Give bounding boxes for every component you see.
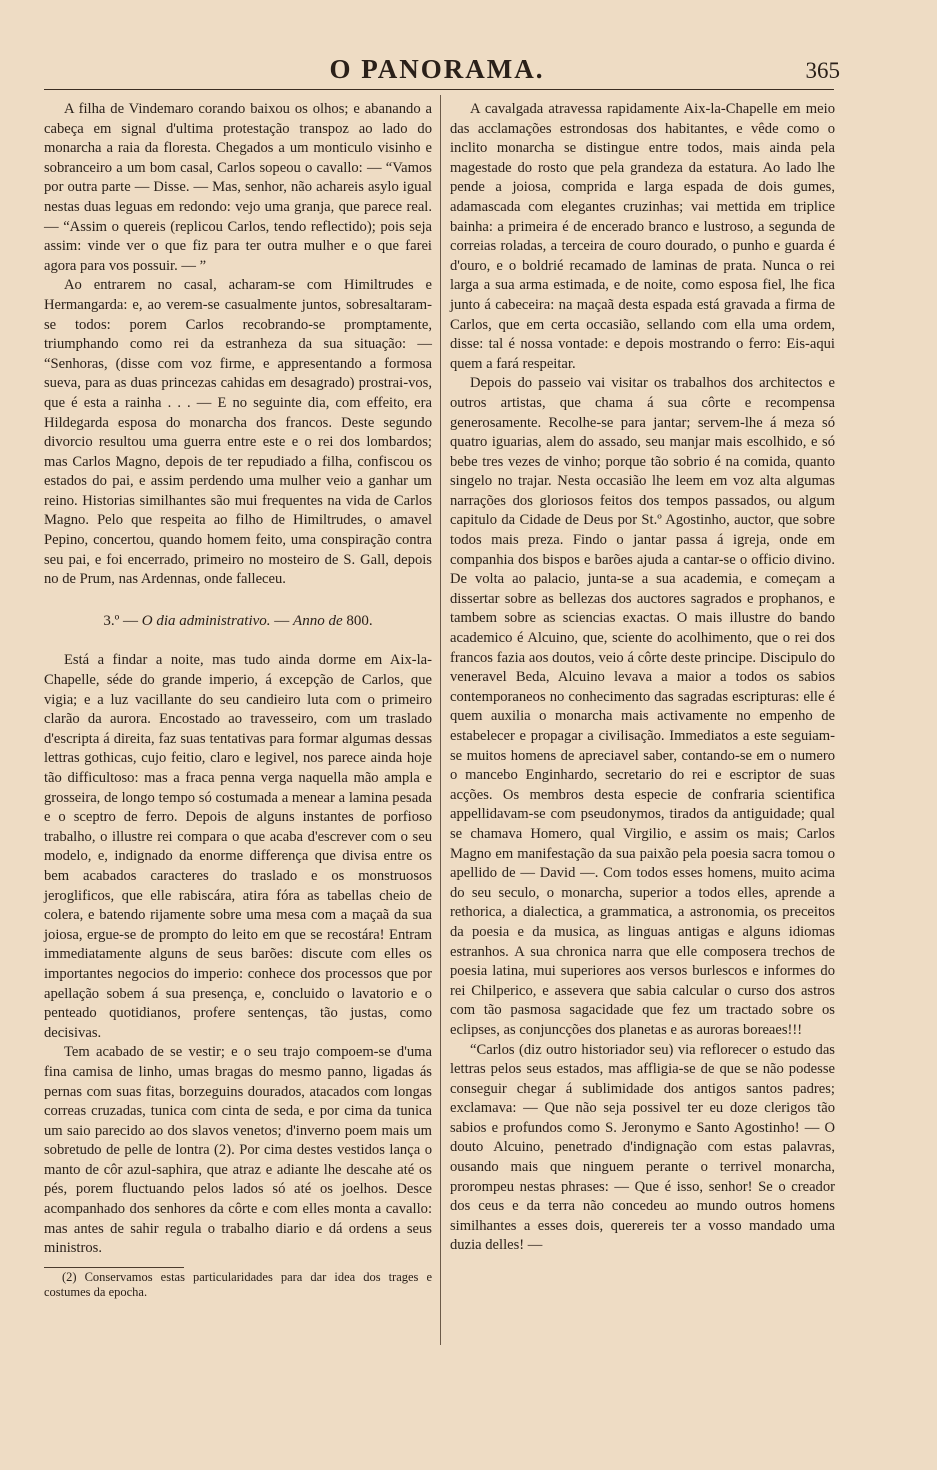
- right-column: [450, 100, 835, 1256]
- page-number: 365: [805, 58, 840, 83]
- section-number: 3.º —: [103, 612, 139, 629]
- paragraph: A filha de Vindemaro corando baixou os olhos; e abanando a cabeça em signal d'ultima protestação transpoz ao lado do monarcha a raia da floresta. Chegados a um monticulo visinho e sobranceiro a um bom casal, Carlos sopeou o cavallo: — “Vamos por outra parte — Disse. — Mas, senhor, não achareis asylo igual nestas duas leguas em redondo: vejo uma granja, que parece real. — “Assim o quereis (replicou Carlos, tendo reflectido); pois seja assim: vinde ver o que fiz para ter outra mulher e o que farei agora para vos possuir. — ”: [44, 101, 432, 274]
- section-dash: —: [274, 612, 290, 629]
- section-title: O dia administrativo.: [141, 612, 271, 629]
- section-year-label: Anno de: [293, 612, 343, 629]
- paragraph: Está a findar a noite, mas tudo ainda dorme em Aix-la-Chapelle, séde do grande imperio, á excepção de Carlos, que vigia; e a luz vacillante do seu candieiro luta com o primeiro clarão da aurora. Encostado ao travesseiro, com um traslado d'escripta á direita, faz suas tentativas para formar algumas dessas lettras gothicas, cujo feitio, claro e legivel, nos parece ainda hoje tão difficultoso: mas a fraca penna verga naquella mão ampla e grosseira, de longo tempo só costumada a menear a lamina pesada e o sceptro de ferro. Depois de alguns instantes de porfioso trabalho, o illustre rei compara o que acaba d'escrever com o seu modelo, e, indignado da enorme differença que divisa entre os bem acabados caracteres do traslado e os monstruosos jeroglificos, que elle rabiscára, atira fóra as tabellas cheio de colera, e batendo rijamente sobre uma mesa com a maçaã da sua joiosa, ergue-se de prompto do leito em que se recostára! Entram immediatamente alguns de seus barões: discute com elles os importantes negocios do imperio: conhece dos processos que por apellação sobem á sua presença, e, concluido o lavatorio e o penteado quotidianos, profere sentenças, tão justas, como decisivas.: [44, 652, 432, 1041]
- page-title: O PANORAMA.: [329, 54, 545, 84]
- paragraph: A cavalgada atravessa rapidamente Aix-la-Chapelle em meio das acclamações estrondosas dos habitantes, e vêde como o inclito monarcha se distingue entre todos, mais ainda pela magestade do rosto que pela grandeza da estatura. Ao lado lhe pende a joiosa, comprida e larga espada de dois gumes, adamascada com elegantes cruzinhas; vai mettida em triplice bainha: a primeira é de encerado branco e lustroso, a segunda de correias roladas, a terceira de couro dourado, o punho e guarda é d'ouro, e o boldrié recamado de laminas de prata. Nunca o rei larga a sua arma estimada, e de noite, como esposa fiel, lhe fica junto á cabeceira: na maçaã desta espada está gravada a firma de Carlos, que em certa occasião, sellando com ella uma ordem, disse: tal é nossa vontade: e depois mostrando o ferro: Eis-aqui quem a fará respeitar.: [450, 101, 835, 372]
- paragraph: Ao entrarem no casal, acharam-se com Himiltrudes e Hermangarda: e, ao verem-se casualmente juntos, sobresaltaram-se todos: porem Carlos recobrando-se promptamente, triumphando como rei da estranheza da sua situação: — “Senhoras, (disse com voz firme, e appresentando a formosa sueva, para as duas princezas cahidas em desagrado) prostrai-vos, que é esta a rainha . . . — E no seguinte dia, com effeito, era Hildegarda esposa do monarcha dos francos. Deste segundo divorcio resultou uma guerra entre este e o rei dos lombardos; mas Carlos Magno, depois de ter repudiado a filha, confiscou os estados do pai, e assim perdendo uma mulher veio a ganhar um reino. Historias similhantes são mui frequentes na vida de Carlos Magno. Pelo que respeita ao filho de Himiltrudes, o amavel Pepino, concertou, quando homem feito, uma conspiração contra seu pai, e foi encerrado, primeiro no mosteiro de S. Gall, depois no de Prum, nas Ardennas, onde falleceu.: [44, 277, 432, 588]
- section-heading: [44, 612, 432, 632]
- footnote: (2) Conservamos estas particularidades para dar idea dos trages e costumes da epocha.: [44, 1269, 432, 1299]
- paragraph: Depois do passeio vai visitar os trabalhos dos architectos e outros artistas, que chama á sua côrte e recompensa generosamente. Recolhe-se para jantar; servem-lhe á meza só quatro iguarias, alem do assado, seu manjar mais escolhido, e só bebe tres vezes de vinho; porque tão sobrio é na comida, quanto singelo no trajar. Nesta occasião lhe leem em voz alta algumas narrações dos gloriosos feitos dos tempos passados, ou algum capitulo da Cidade de Deus por St.º Agostinho, auctor, que sobre todos mais preza. Findo o jantar passa á igreja, onde em companhia dos bispos e barões ajuda a cantar-se o officio divino. De volta ao palacio, junta-se a sua academia, e começam a dissertar sobre as bellezas dos auctores sagrados e prophanos, e tambem sobre as sciencias exactas. O mais illustre do bando academico é Alcuino, que, sciente do acolhimento, que o rei dos francos fazia aos doutos, veio á côrte deste principe. Discipulo do veneravel Beda, Alcuino levava a maior a todos os sabios contemporaneos no conhecimento das sagradas escripturas: elle é quem auxilia o monarcha mais activamente no empenho de estabelecer e propagar a civilisação. Immediatos a este seguiam-se muitos homens de apreciavel saber, contando-se em o numero o mancebo Enginhardo, secretario do rei e escriptor de suas acções. Os membros desta especie de confraria scientifica appellidavam-se com pseudonymos, tirados da antiguidade; qual se chamava Homero, qual Virgilio, e assim os mais; Carlos Magno em manifestação da sua paixão pela poesia sacra tomou o apellido de — David —. Com todos esses homens, muito acima do seu seculo, o monarcha, superior a todos elles, aprende a rethorica, a dialectica, a grammatica, a astronomia, os preceitos da poesia e da musica, as linguas antigas e alguns idiomas estranhos. A sua chronica narra que elle composera trechos de poesia latina, mui superiores aos versos burlescos e informes do rei Chilperico, e assevera que sabia calcular o curso dos astros com tão pasmosa sagacidade que fez um tractado sobre os eclipses, as conjuncções dos planetas e as auroras boreaes!!!: [450, 375, 835, 1038]
- page-header: [42, 52, 840, 92]
- column-divider: [440, 95, 441, 1345]
- header-rule: [44, 89, 834, 90]
- section-year: 800.: [346, 612, 373, 629]
- footnote-rule: [44, 1267, 184, 1268]
- left-column: [44, 100, 432, 1300]
- paragraph: “Carlos (diz outro historiador seu) via reflorecer o estudo das lettras pelos seus estados, mas affligia-se de que se não podesse conseguir chegar á sublimidade dos antigos santos padres; exclamava: — Que não seja possivel ter eu doze clerigos tão sabios e profundos como S. Jeronymo e Santo Agostinho! — O douto Alcuino, penetrado d'indignação com estas palavras, ousando mais que ninguem perante o terrivel monarcha, prorompeu nestas phrases: — Que é isso, senhor! Se o creador dos ceus e da terra não concedeu ao mundo outros homens similhantes a esses dois, querereis ter a vosso mandado uma duzia delles! —: [450, 1041, 835, 1254]
- paragraph: Tem acabado de se vestir; e o seu trajo compoem-se d'uma fina camisa de linho, umas bragas do mesmo panno, ligadas ás pernas com suas fitas, borzeguins dourados, atacados com longas correas cruzadas, tunica com cinta de seda, e por cima da tunica um saio parecido ao dos slavos venetos; d'inverno poem mais um sobretudo de pelle de lontra (2). Por cima destes vestidos lança o manto de côr azul-saphira, que atraz e adiante lhe descahe até os pés, porem fluctuando pelos lados só até os joelhos. Desce acompanhado dos senhores da côrte e com elles monta a cavallo: mas antes de sahir regula o trabalho diario e dá ordens a seus ministros.: [44, 1044, 432, 1257]
